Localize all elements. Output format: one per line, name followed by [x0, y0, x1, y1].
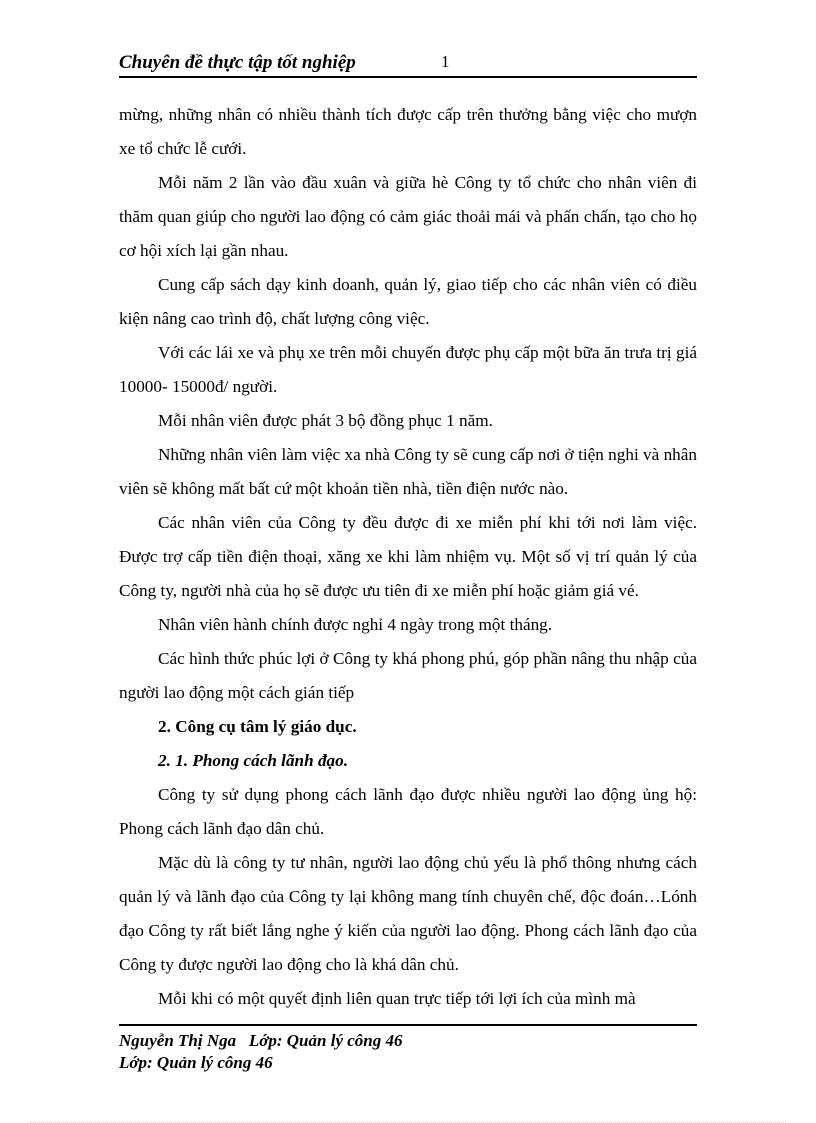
- paragraph: Với các lái xe và phụ xe trên mỗi chuyến được phụ cấp một bữa ăn trưa trị giá 10000- 15000đ/ người.: [119, 343, 697, 396]
- header-divider: [119, 76, 697, 78]
- paragraph: Công ty sử dụng phong cách lãnh đạo được nhiều người lao động ủng hộ: Phong cách lãnh đạo dân chủ.: [119, 785, 697, 838]
- paragraph: Nhân viên hành chính được nghỉ 4 ngày trong một tháng.: [158, 615, 553, 634]
- document-title: Chuyên đề thực tập tốt nghiệp: [119, 52, 356, 73]
- paragraph: Cung cấp sách dạy kinh doanh, quản lý, giao tiếp cho các nhân viên có điều kiện nâng cao trình độ, chất lượng công việc.: [119, 275, 697, 328]
- paragraph: Mỗi nhân viên được phát 3 bộ đồng phục 1 năm.: [158, 411, 493, 430]
- paragraph: Các hình thức phúc lợi ở Công ty khá phong phú, góp phần nâng thu nhập của người lao động một cách gián tiếp: [119, 649, 697, 702]
- footer-divider: [119, 1024, 697, 1026]
- page-header: [119, 50, 697, 78]
- paragraph: Mỗi khi có một quyết định liên quan trực tiếp tới lợi ích của mình mà: [158, 989, 636, 1008]
- paragraph: Các nhân viên của Công ty đều được đi xe miễn phí khi tới nơi làm việc. Được trợ cấp tiền điện thoại, xăng xe khi làm nhiệm vụ. Một số vị trí quản lý của Công ty, người nhà của họ sẽ được ưu tiên đi xe miễn phí hoặc giảm giá vé.: [119, 513, 697, 600]
- footer-author-line: Nguyễn Thị Nga Lớp: Quản lý công 46: [119, 1031, 403, 1050]
- page-footer: [119, 1030, 697, 1074]
- paragraph: mừng, những nhân có nhiều thành tích được cấp trên thưởng bằng việc cho mượn xe tổ chức lễ cưới.: [119, 105, 697, 158]
- body-text: [119, 98, 697, 1016]
- paragraph: Mỗi năm 2 lần vào đầu xuân và giữa hè Công ty tổ chức cho nhân viên đi thăm quan giúp cho người lao động có cảm giác thoải mái và phấn chấn, tạo cho họ cơ hội xích lại gần nhau.: [119, 173, 697, 260]
- section-heading: 2. Công cụ tâm lý giáo dục.: [158, 717, 357, 736]
- footer-class-line: Lớp: Quản lý công 46: [119, 1053, 273, 1072]
- paragraph: Những nhân viên làm việc xa nhà Công ty sẽ cung cấp nơi ở tiện nghi và nhân viên sẽ không mất bất cứ một khoản tiền nhà, tiền điện nước nào.: [119, 445, 697, 498]
- subsection-heading: 2. 1. Phong cách lãnh đạo.: [158, 751, 349, 770]
- page-number: 1: [441, 52, 450, 71]
- paragraph: Mặc dù là công ty tư nhân, người lao động chủ yếu là phổ thông nhưng cách quản lý và lãnh đạo của Công ty lại không mang tính chuyên chế, độc đoán…Lónh đạo Công ty rất biết lắng nghe ý kiến của người lao động. Phong cách lãnh đạo của Công ty được người lao động cho là khá dân chủ.: [119, 853, 697, 974]
